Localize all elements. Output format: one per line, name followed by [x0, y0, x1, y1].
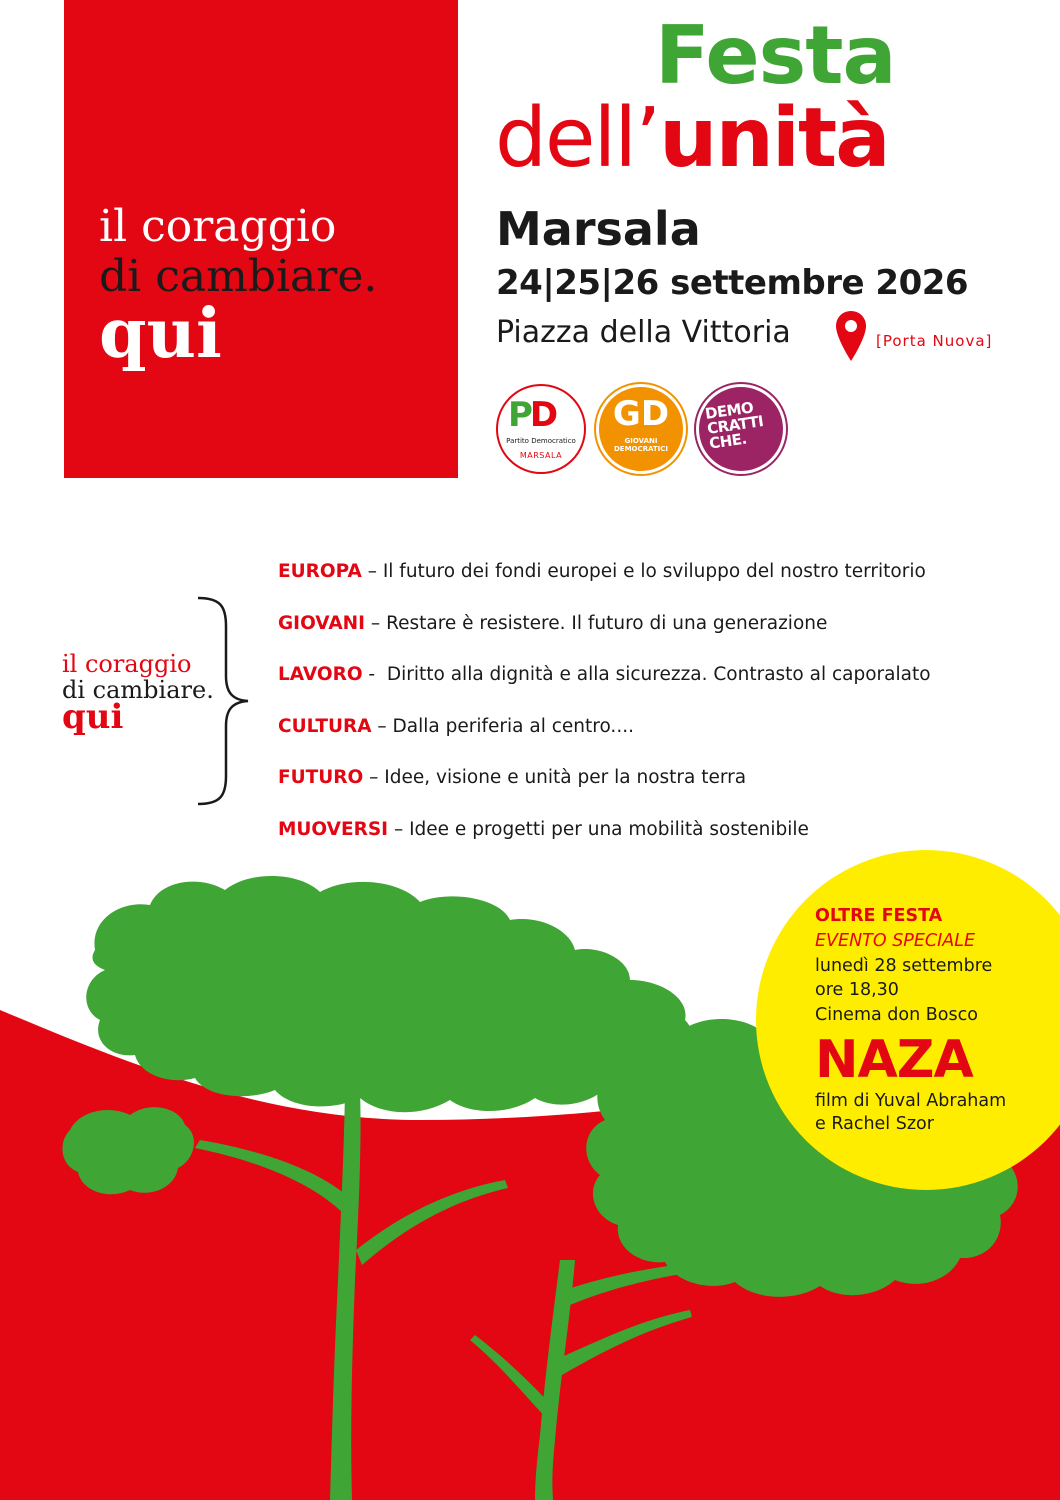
event-time: ore 18,30	[815, 980, 899, 1000]
event-place-detail: [Porta Nuova]	[876, 332, 993, 350]
event-credits-1: film di Yuval Abraham	[815, 1091, 1007, 1111]
gd-logo	[596, 384, 686, 474]
topic-item: FUTURO – Idee, visione e unità per la nostra terra	[278, 767, 747, 788]
event-credits-2: e Rachel Szor	[815, 1114, 934, 1134]
event-date: lunedì 28 settembre	[815, 956, 993, 976]
topic-item: GIOVANI – Restare è resistere. Il futuro di una generazione	[278, 612, 828, 634]
democratiche-logo	[696, 384, 786, 474]
location-pin-icon	[834, 310, 868, 362]
event-venue: Cinema don Bosco	[815, 1005, 978, 1025]
topic-item: EUROPA – Il futuro dei fondi europei e lo sviluppo del nostro territorio	[278, 561, 926, 582]
title-dell-unita	[495, 91, 889, 186]
event-film-title: NAZA	[815, 1030, 973, 1090]
pd-logo-letters: PD	[508, 395, 556, 435]
curly-brace-icon	[196, 596, 256, 806]
side-motto-line-3: qui	[62, 697, 124, 737]
title-unita: unità	[659, 91, 889, 186]
city-name: Marsala	[496, 202, 701, 256]
motto-line-3: qui	[99, 294, 222, 374]
side-motto-line-2: di cambiare.	[62, 676, 214, 704]
title-festa: Festa	[655, 9, 896, 102]
pd-logo-name: Partito Democratico	[506, 437, 576, 445]
motto-line-1: il coraggio	[99, 201, 337, 252]
topic-item: MUOVERSI – Idee e progetti per una mobilità sostenibile	[278, 818, 809, 840]
topic-item: CULTURA – Dalla periferia al centro....	[278, 715, 634, 737]
motto-line-2: di cambiare.	[99, 251, 378, 302]
gd-logo-letters: GD	[612, 394, 670, 434]
democratiche-logo-text: DEMO CRATTI CHE.	[703, 398, 765, 453]
event-title: OLTRE FESTA	[815, 906, 943, 926]
side-motto	[62, 650, 214, 737]
gd-logo-text: GIOVANI DEMOCRATICI	[613, 437, 669, 454]
title-dell: dell’	[495, 91, 660, 186]
event-place: Piazza della Vittoria	[496, 315, 791, 350]
event-dates: 24|25|26 settembre 2026	[496, 263, 969, 303]
event-subtitle: EVENTO SPECIALE	[815, 931, 976, 951]
pd-logo-city: MARSALA	[519, 451, 563, 460]
topic-item: LAVORO - Diritto alla dignità e alla sicurezza. Contrasto al caporalato	[278, 664, 931, 685]
pd-logo	[496, 384, 586, 474]
motto-panel	[64, 0, 458, 478]
side-motto-line-1: il coraggio	[62, 650, 192, 678]
